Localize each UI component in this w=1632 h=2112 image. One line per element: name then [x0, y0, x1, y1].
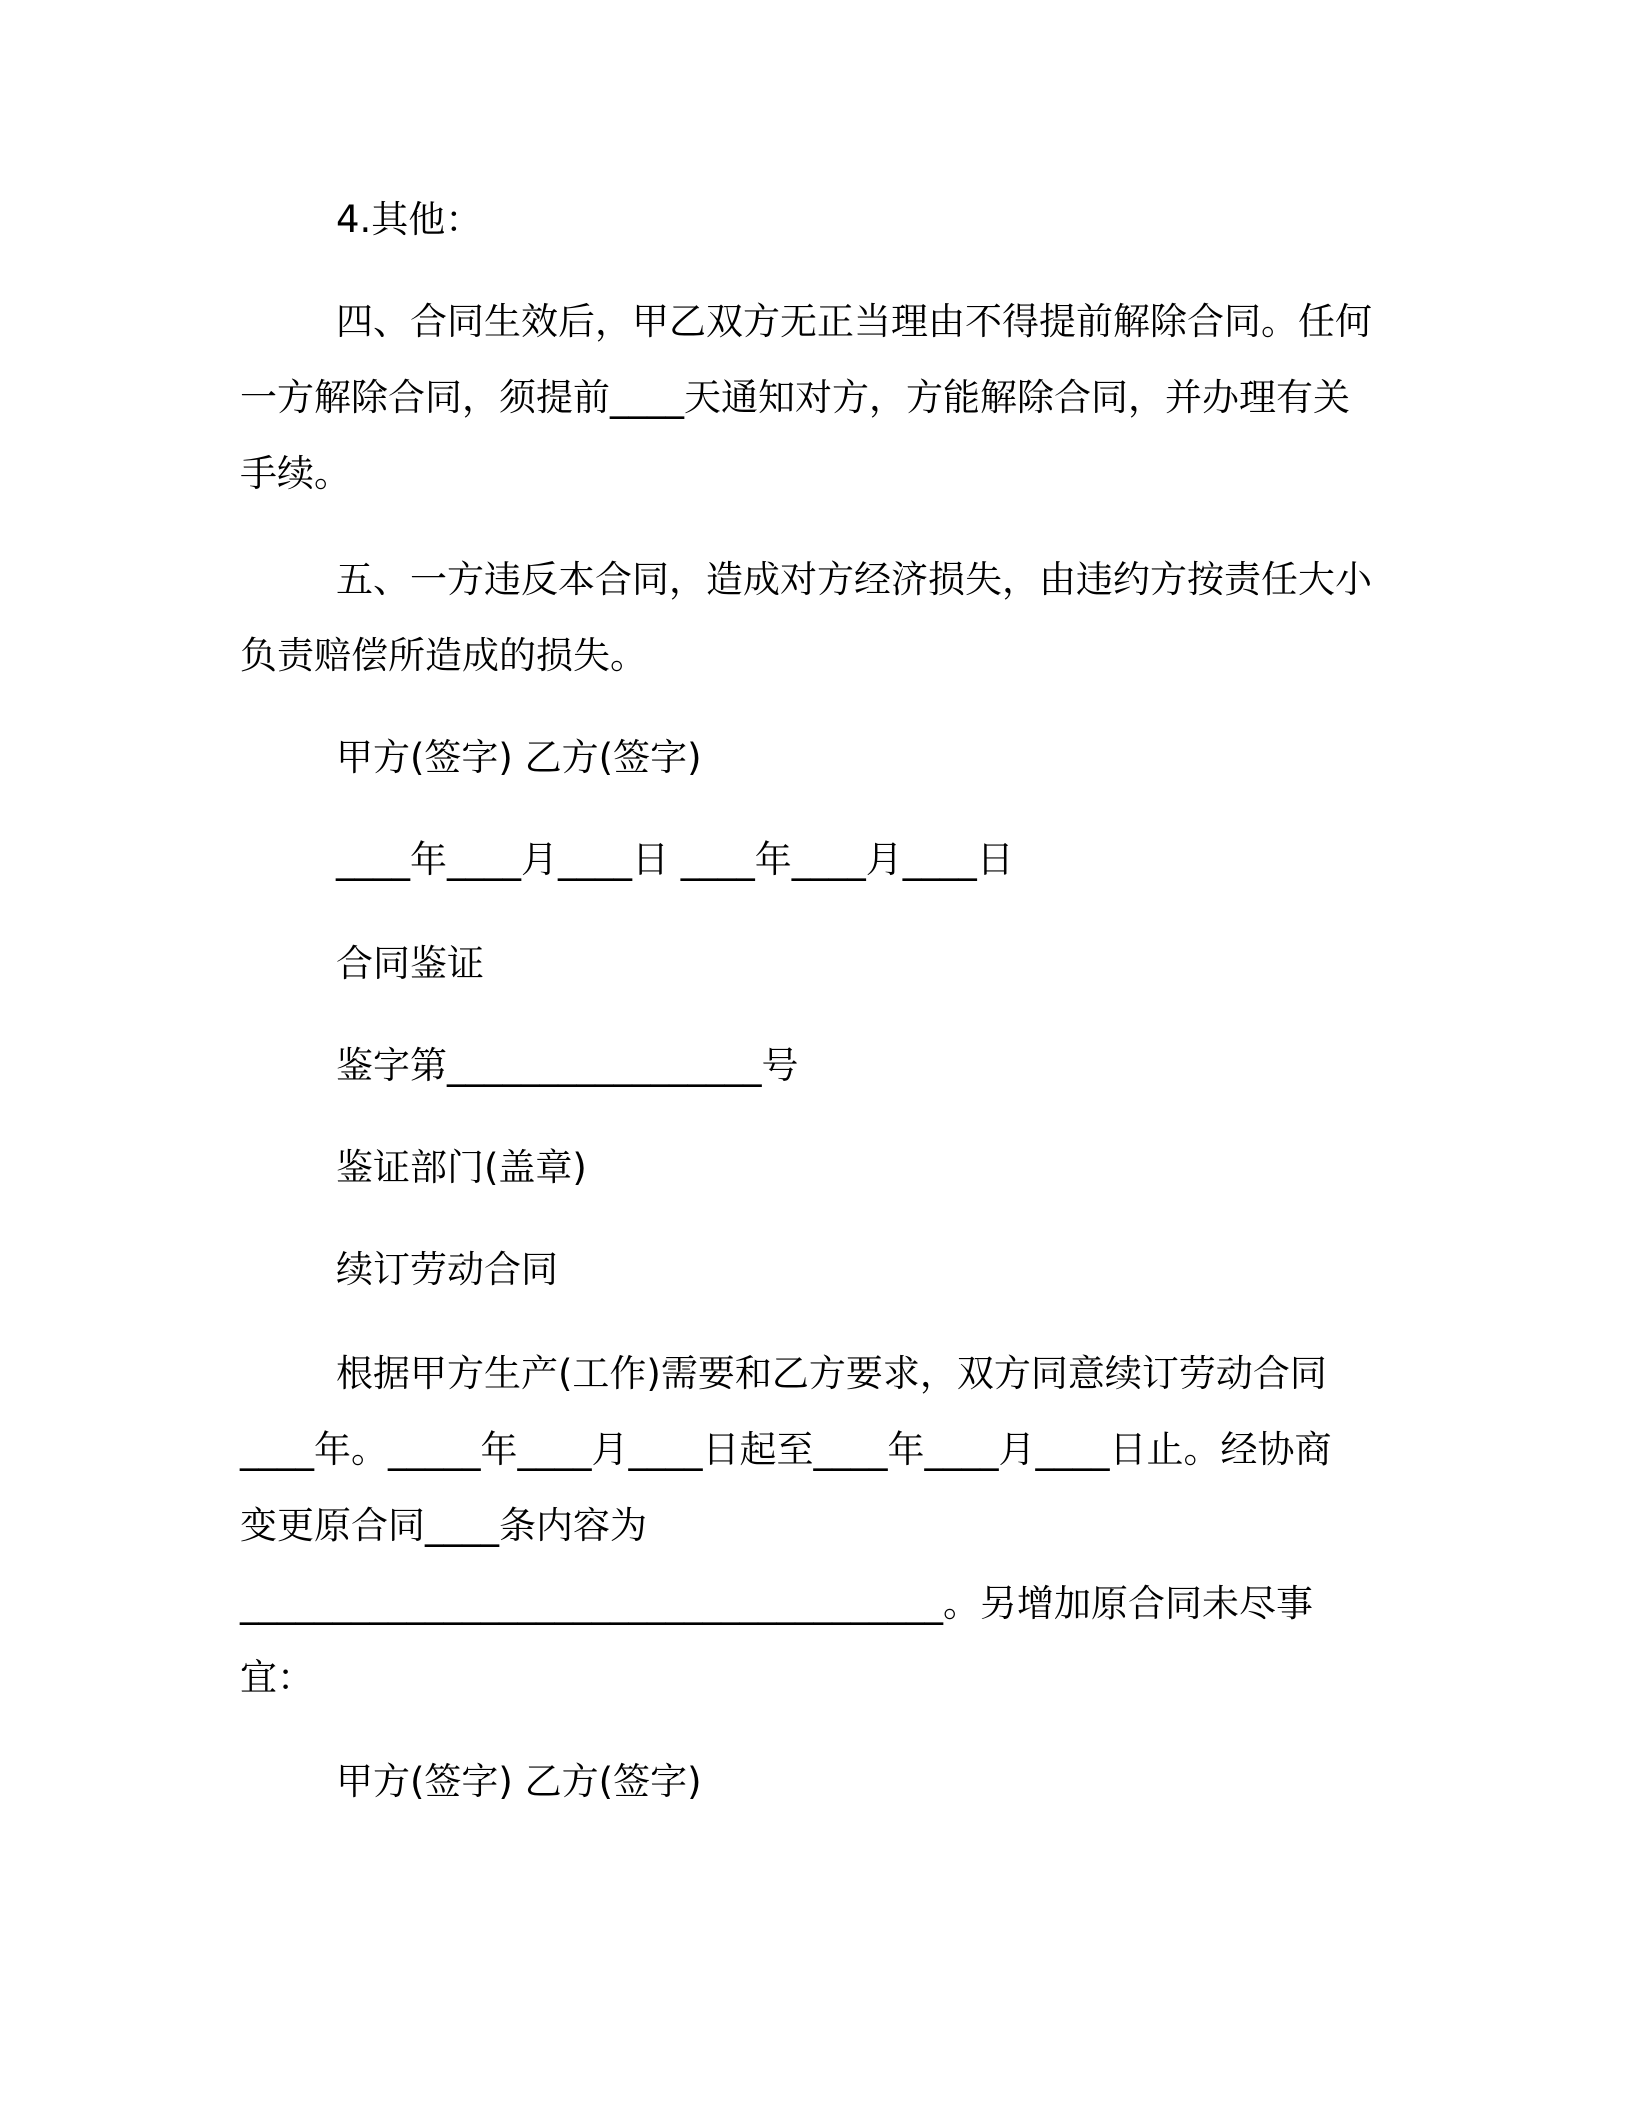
- renewal-paragraph-line-3: 变更原合同____条内容为: [240, 1504, 647, 1547]
- clause-four-line-1: 四、合同生效后，甲乙双方无正当理由不得提前解除合同。任何: [336, 300, 1372, 343]
- verification-number-line: 鉴字第_________________号: [336, 1044, 799, 1087]
- clause-four-line-2: 一方解除合同，须提前____天通知对方，方能解除合同，并办理有关: [240, 376, 1350, 419]
- signature-line-2: 甲方(签字) 乙方(签字): [336, 1760, 702, 1803]
- renewal-paragraph-line-1: 根据甲方生产(工作)需要和乙方要求，双方同意续订劳动合同: [336, 1352, 1327, 1395]
- renewal-paragraph-line-2: ____年。_____年____月____日起至____年____月____日止。经协商: [240, 1428, 1332, 1471]
- renewal-paragraph-line-5: 宜：: [240, 1656, 314, 1699]
- clause-4-other: 4.其他：: [336, 198, 483, 241]
- signature-line-1: 甲方(签字) 乙方(签字): [336, 736, 702, 779]
- verification-department-line: 鉴证部门(盖章): [336, 1146, 587, 1189]
- clause-five-line-2: 负责赔偿所造成的损失。: [240, 634, 647, 677]
- clause-four-line-3: 手续。: [240, 452, 351, 495]
- renewal-paragraph-line-4: ______________________________________。另增加原合同未尽事: [240, 1582, 1313, 1625]
- clause-five-line-1: 五、一方违反本合同，造成对方经济损失，由违约方按责任大小: [336, 558, 1372, 601]
- contract-verification-heading: 合同鉴证: [336, 942, 484, 985]
- date-line-1: ____年____月____日 ____年____月____日: [336, 838, 1014, 881]
- renewal-contract-heading: 续订劳动合同: [336, 1248, 558, 1291]
